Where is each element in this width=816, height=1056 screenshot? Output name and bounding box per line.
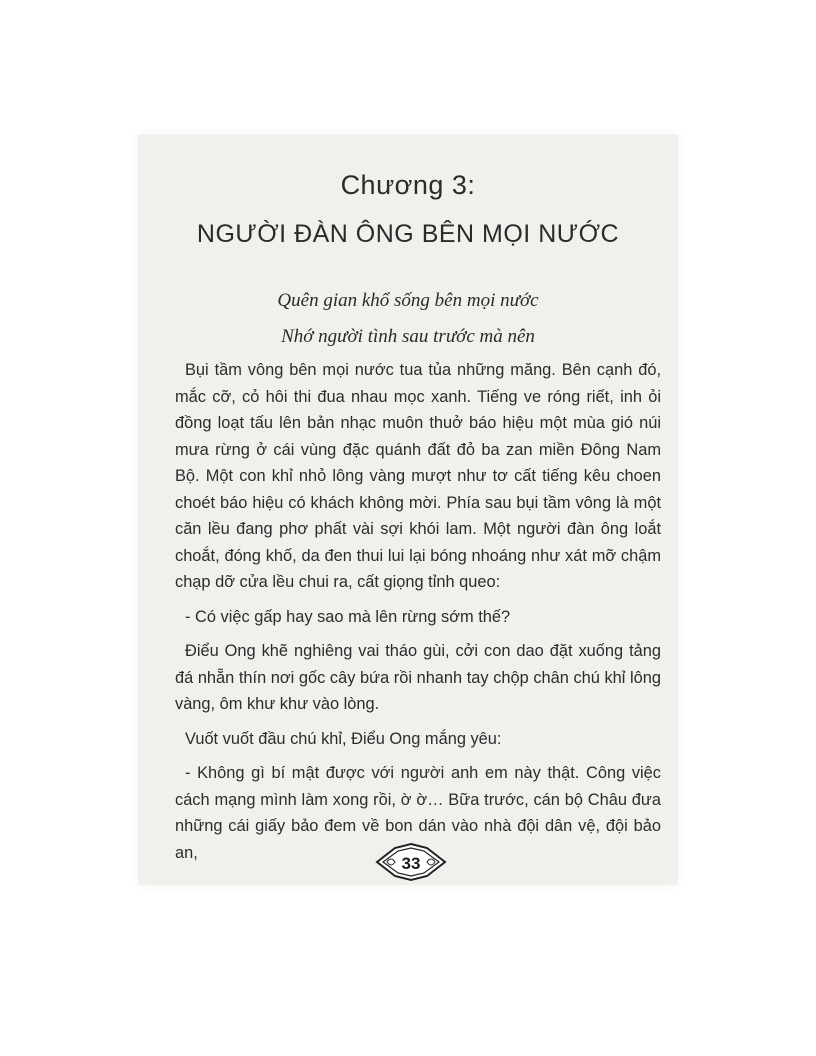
paragraph: Điểu Ong khẽ nghiêng vai tháo gùi, cởi con dao đặt xuống tảng đá nhẵn thín nơi gốc cây bứa rồi nhanh tay chộp chân chú khỉ lông vàng, ôm khư khư vào lòng. [175, 642, 661, 713]
paragraph: Vuốt vuốt đầu chú khỉ, Điểu Ong mắng yêu: [185, 729, 502, 748]
epigraph-line-2: Nhớ người tình sau trước mà nên [281, 326, 535, 347]
paragraph: - Có việc gấp hay sao mà lên rừng sớm thế? [185, 607, 511, 626]
chapter-title: NGƯỜI ĐÀN ÔNG BÊN MỌI NƯỚC [196, 220, 620, 248]
page-number-ornament [373, 842, 449, 882]
chapter-number: Chương 3: [340, 170, 476, 200]
paragraph: Bụi tầm vông bên mọi nước tua tủa những măng. Bên cạnh đó, mắc cỡ, cỏ hôi thi đua nhau mọc xanh. Tiếng ve róng riết, inh ỏi đồng loạt tấu lên bản nhạc muôn thuở báo hiệu một mùa gió núi mưa rừng ở cái vùng đặc quánh đất đỏ ba zan miền Đông Nam Bộ. Một con khỉ nhỏ lông vàng mượt như tơ cất tiếng kêu choen choét báo hiệu có khách không mời. Phía sau bụi tầm vông là một căn lều đang phơ phất vài sợi khói lam. Một người đàn ông loắt choắt, đóng khố, da đen thui lui lại bóng nhoáng như xát mỡ chậm chạp dỡ cửa lều chui ra, cất giọng tỉnh queo: [175, 361, 661, 591]
ornament-frame-icon [373, 842, 449, 882]
paragraph: - Không gì bí mật được với người anh em này thật. Công việc cách mạng mình làm xong rồi, ờ ờ… Bữa trước, cán bộ Châu đưa những cái giấy bảo đem về bon dán vào nhà đội dân vệ, đội bảo an, [175, 764, 661, 862]
chapter-body [175, 357, 661, 874]
page-number: 33 [401, 854, 421, 873]
epigraph-line-1: Quên gian khổ sống bên mọi nước [277, 290, 539, 311]
